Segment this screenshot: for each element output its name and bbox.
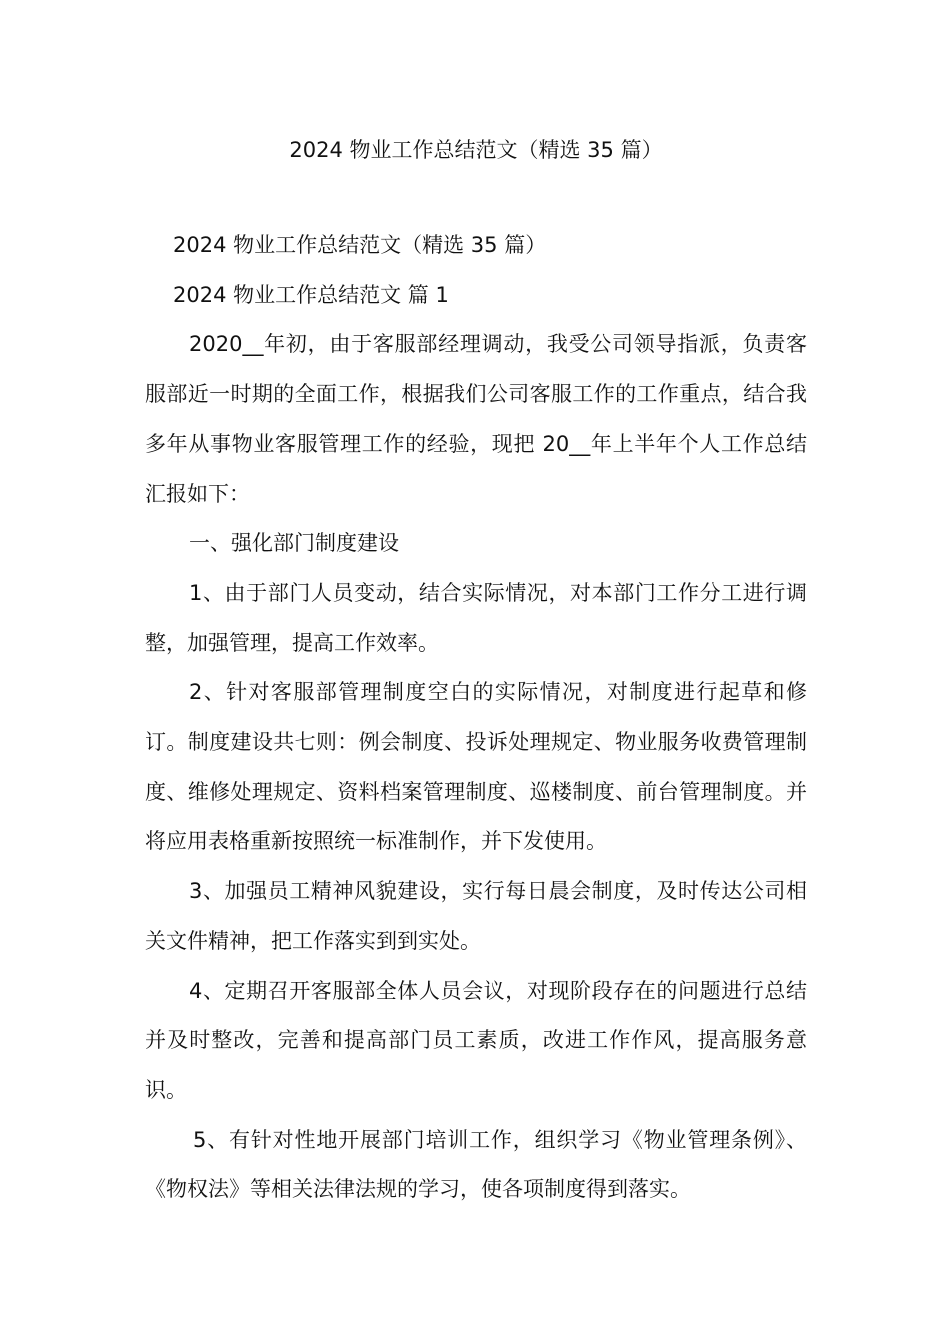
document-body <box>145 125 807 1215</box>
paragraph-item-5: 5、有针对性地开展部门培训工作，组织学习《物业管理条例》、《物权法》等相关法律法规的学习，使各项制度得到落实。 <box>145 1127 807 1202</box>
paragraph-heading-1: 一、强化部门制度建设 <box>189 531 399 556</box>
paragraph-item-1: 1、由于部门人员变动，结合实际情况，对本部门工作分工进行调整，加强管理，提高工作效率。 <box>145 580 807 655</box>
paragraph-intro: 2020__年初，由于客服部经理调动，我受公司领导指派，负责客服部近一时期的全面工作，根据我们公司客服工作的工作重点，结合我多年从事物业客服管理工作的经验，现把 20__年上半年个人工作总结汇报如下： <box>145 332 807 506</box>
document-title: 2024 物业工作总结范文（精选 35 篇） <box>289 138 663 162</box>
document-subtitle: 2024 物业工作总结范文（精选 35 篇） <box>173 233 547 257</box>
paragraph-item-3: 3、加强员工精神风貌建设，实行每日晨会制度，及时传达公司相关文件精神，把工作落实到到实处。 <box>145 879 807 953</box>
paragraph-item-2: 2、针对客服部管理制度空白的实际情况，对制度进行起草和修订。制度建设共七则：例会制度、投诉处理规定、物业服务收费管理制度、维修处理规定、资料档案管理制度、巡楼制度、前台管理制度。并将应用表格重新按照统一标准制作，并下发使用。 <box>145 680 807 854</box>
paragraph-item-4: 4、定期召开客服部全体人员会议，对现阶段存在的问题进行总结并及时整改，完善和提高部门员工素质，改进工作作风，提高服务意识。 <box>145 978 807 1102</box>
section-heading: 2024 物业工作总结范文 篇 1 <box>173 282 449 307</box>
